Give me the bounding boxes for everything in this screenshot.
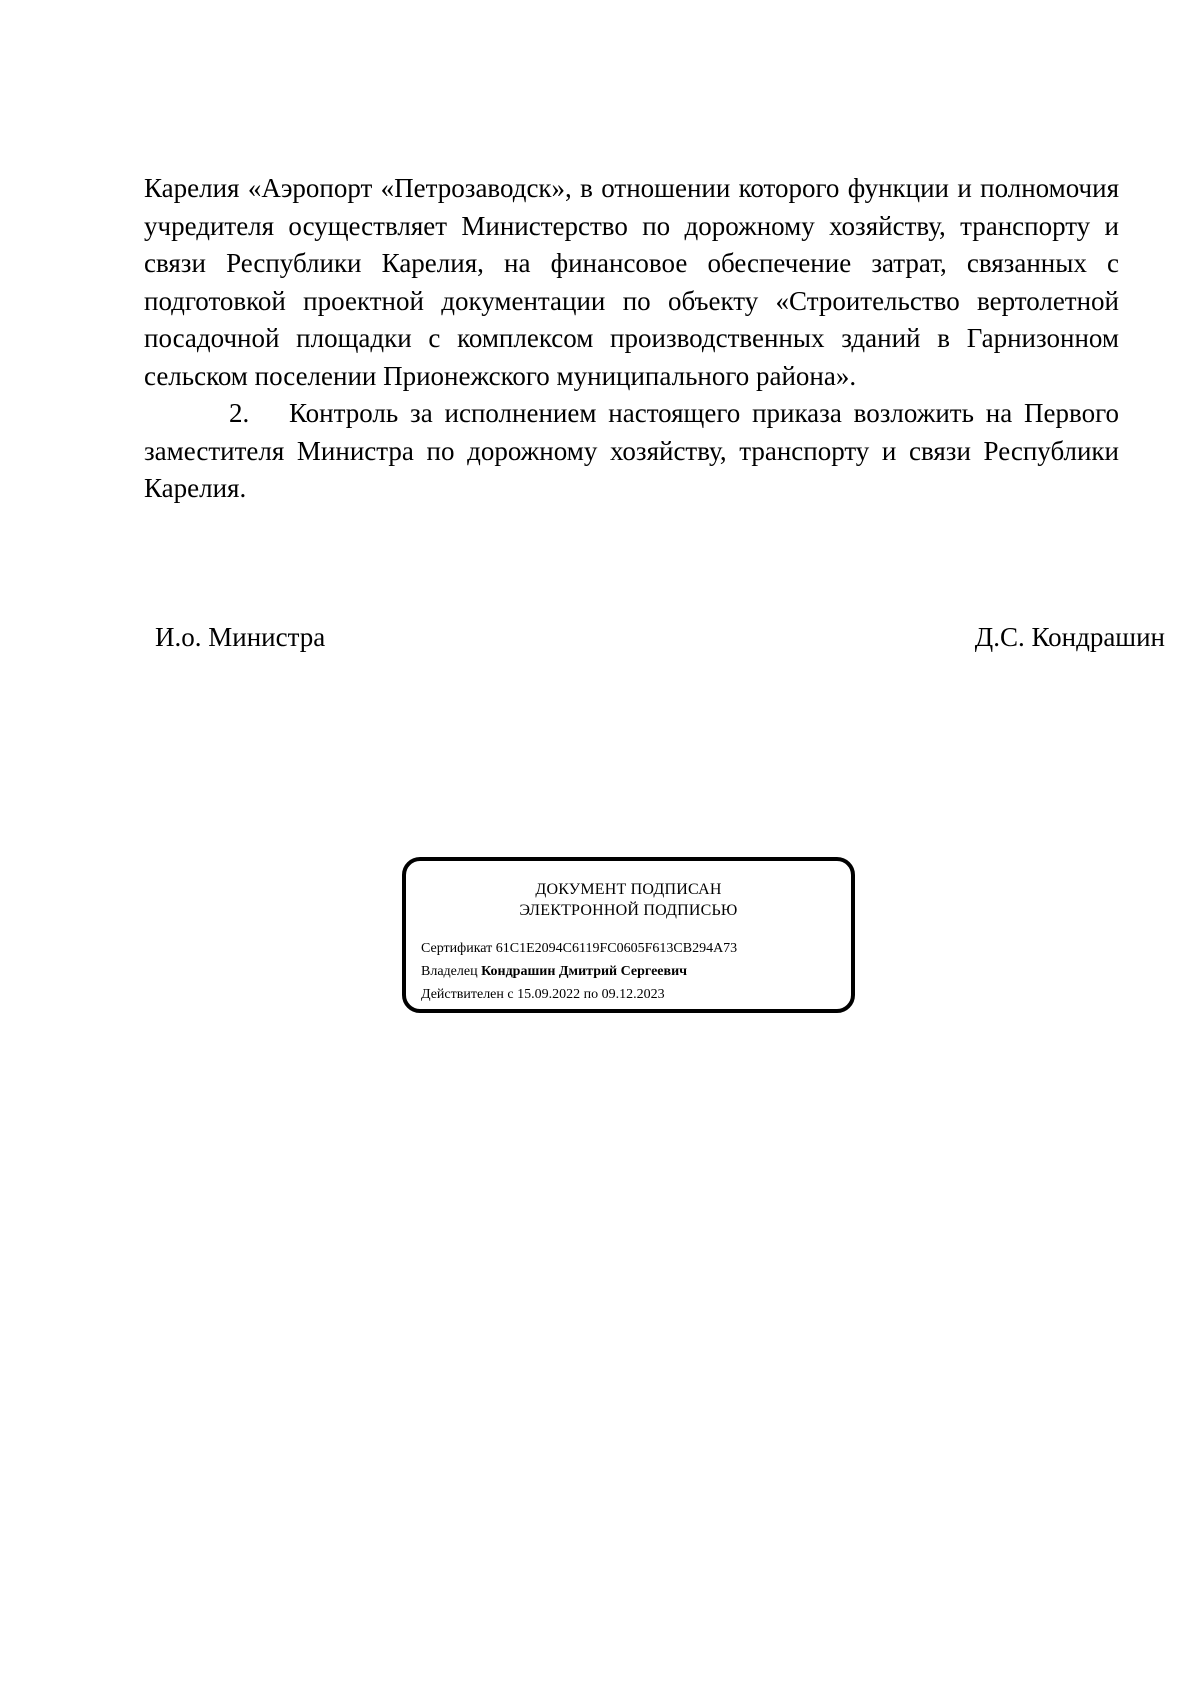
list-item-2 bbox=[144, 395, 1119, 508]
stamp-certificate bbox=[421, 940, 737, 958]
item-text: Контроль за исполнением настоящего приказа возложить на Первого заместителя Министра по дорожному хозяйству, транспорту и связи Республики Карелия. bbox=[144, 398, 1119, 503]
item-number: 2. bbox=[229, 398, 250, 428]
certificate-value: 61C1E2094C6119FC0605F613CB294A73 bbox=[495, 941, 738, 956]
stamp-title bbox=[406, 879, 851, 921]
stamp-title-line-1: ДОКУМЕНТ ПОДПИСАН bbox=[535, 881, 722, 898]
valid-label: Действителен bbox=[421, 987, 504, 1002]
signatory-position: И.о. Министра bbox=[155, 622, 326, 652]
valid-to: 09.12.2023 bbox=[601, 987, 665, 1002]
owner-value: Кондрашин Дмитрий Сергеевич bbox=[481, 964, 688, 979]
stamp-title-line-2: ЭЛЕКТРОННОЙ ПОДПИСЬЮ bbox=[519, 902, 738, 919]
paragraph-continuation: Карелия «Аэропорт «Петрозаводск», в отношении которого функции и полномочия учредителя осуществляет Министерство по дорожному хозяйству, транспорту и связи Республики Карелия, на финансовое обеспечение затрат, связанных с подготовкой проектной документации по объекту «Строительство вертолетной посадочной площадки с комплексом производственных зданий в Гарнизонном сельском поселении Прионежского муниципального района». bbox=[144, 173, 1119, 391]
valid-from: 15.09.2022 bbox=[517, 987, 581, 1002]
document-body bbox=[144, 170, 1119, 508]
signatory-name: Д.С. Кондрашин bbox=[974, 622, 1165, 652]
valid-to-prefix: по bbox=[583, 987, 599, 1002]
owner-label: Владелец bbox=[421, 964, 478, 979]
certificate-label: Сертификат bbox=[421, 941, 493, 956]
valid-from-prefix: с bbox=[507, 987, 514, 1002]
stamp-owner bbox=[421, 963, 687, 981]
stamp-validity bbox=[421, 986, 665, 1004]
signature-block bbox=[155, 619, 1165, 656]
electronic-signature-stamp bbox=[402, 857, 855, 1013]
